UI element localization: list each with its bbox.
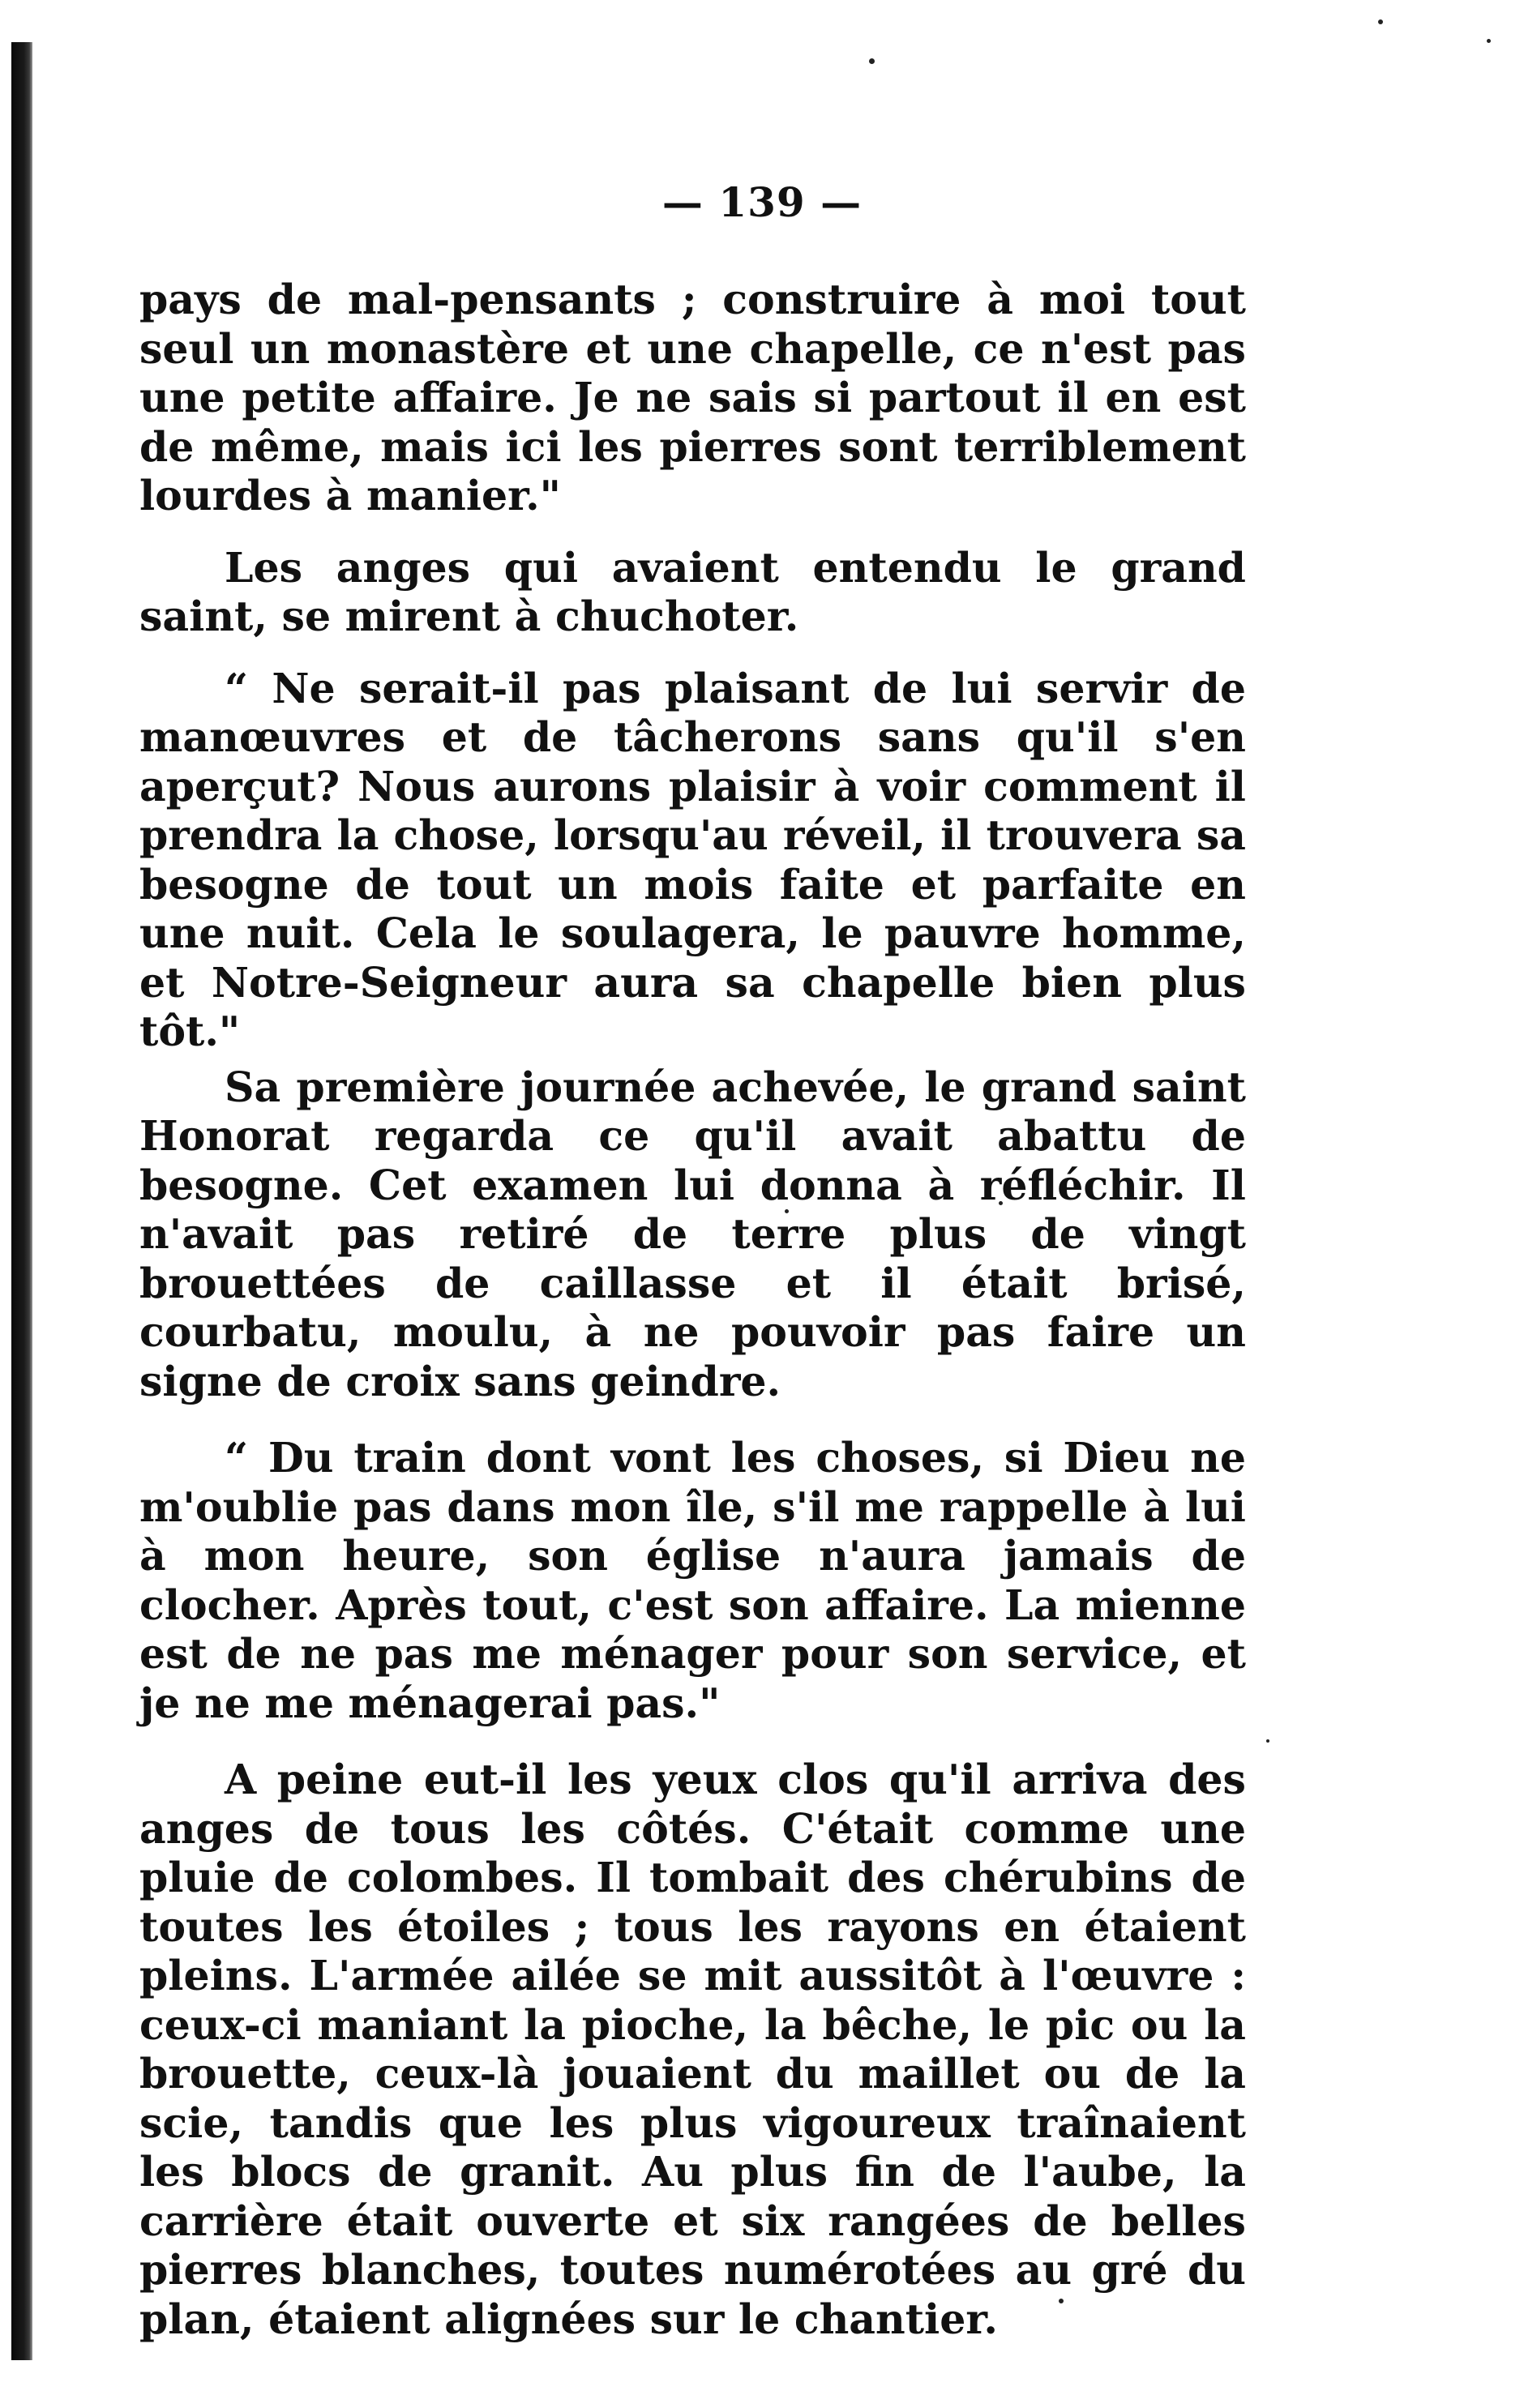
scan-speck bbox=[1266, 1739, 1269, 1743]
paragraph-6: A peine eut-il les yeux clos qu'il arriva des anges de tous les côtés. C'était comme une pluie de colombes. Il tombait des chérubins de toutes les étoiles ; tous les rayons en étaient pleins. L'armée ailée se mit aussitôt à l'œuvre : ceux-ci maniant la pioche, la bêche, le pic ou la brouette, ceux-là jouaient du maillet ou de la scie, tandis que les plus vigoureux traînaient les blocs de granit. Au plus fin de l'aube, la carrière était ouverte et six rangées de belles pierres blanches, toutes numérotées au gré du plan, étaient alignées sur le chantier. bbox=[139, 1756, 1246, 2343]
scan-speck bbox=[869, 58, 875, 64]
paragraph-1: pays de mal-pensants ; construire à moi tout seul un monastère et une chapelle, ce n'est pas une petite affaire. Je ne sais si partout il en est de même, mais ici les pierres sont terriblement lourdes à manier." bbox=[139, 276, 1246, 520]
page-number: — 139 — bbox=[661, 178, 863, 226]
paragraph-3: “ Ne serait-il pas plaisant de lui servir de manœuvres et de tâcherons sans qu'il s'en aperçut? Nous aurons plaisir à voir comment il prendra la chose, lorsqu'au réveil, il trouvera sa besogne de tout un mois faite et parfaite en une nuit. Cela le soulagera, le pauvre homme, et Notre-Seigneur aura sa chapelle bien plus tôt." bbox=[139, 664, 1246, 1055]
paragraph-2: Les anges qui avaient entendu le grand saint, se mirent à chuchoter. bbox=[139, 543, 1246, 640]
paragraph-4: Sa première journée achevée, le grand saint Honorat regarda ce qu'il avait abattu de besogne. Cet examen lui donna à réfléchir. Il n'avait pas retiré de terre plus de vingt brouettées de caillasse et il était brisé, courbatu, moulu, à ne pouvoir pas faire un signe de croix sans geindre. bbox=[139, 1063, 1246, 1405]
body-text bbox=[139, 276, 1246, 2344]
scan-speck bbox=[1378, 19, 1383, 24]
book-binding-edge bbox=[11, 42, 32, 2360]
scan-speck bbox=[1487, 39, 1491, 43]
paragraph-5: “ Du train dont vont les choses, si Dieu ne m'oublie pas dans mon île, s'il me rappelle à lui à mon heure, son église n'aura jamais de clocher. Après tout, c'est son affaire. La mienne est de ne pas me ménager pour son service, et je ne me ménagerai pas." bbox=[139, 1434, 1246, 1727]
